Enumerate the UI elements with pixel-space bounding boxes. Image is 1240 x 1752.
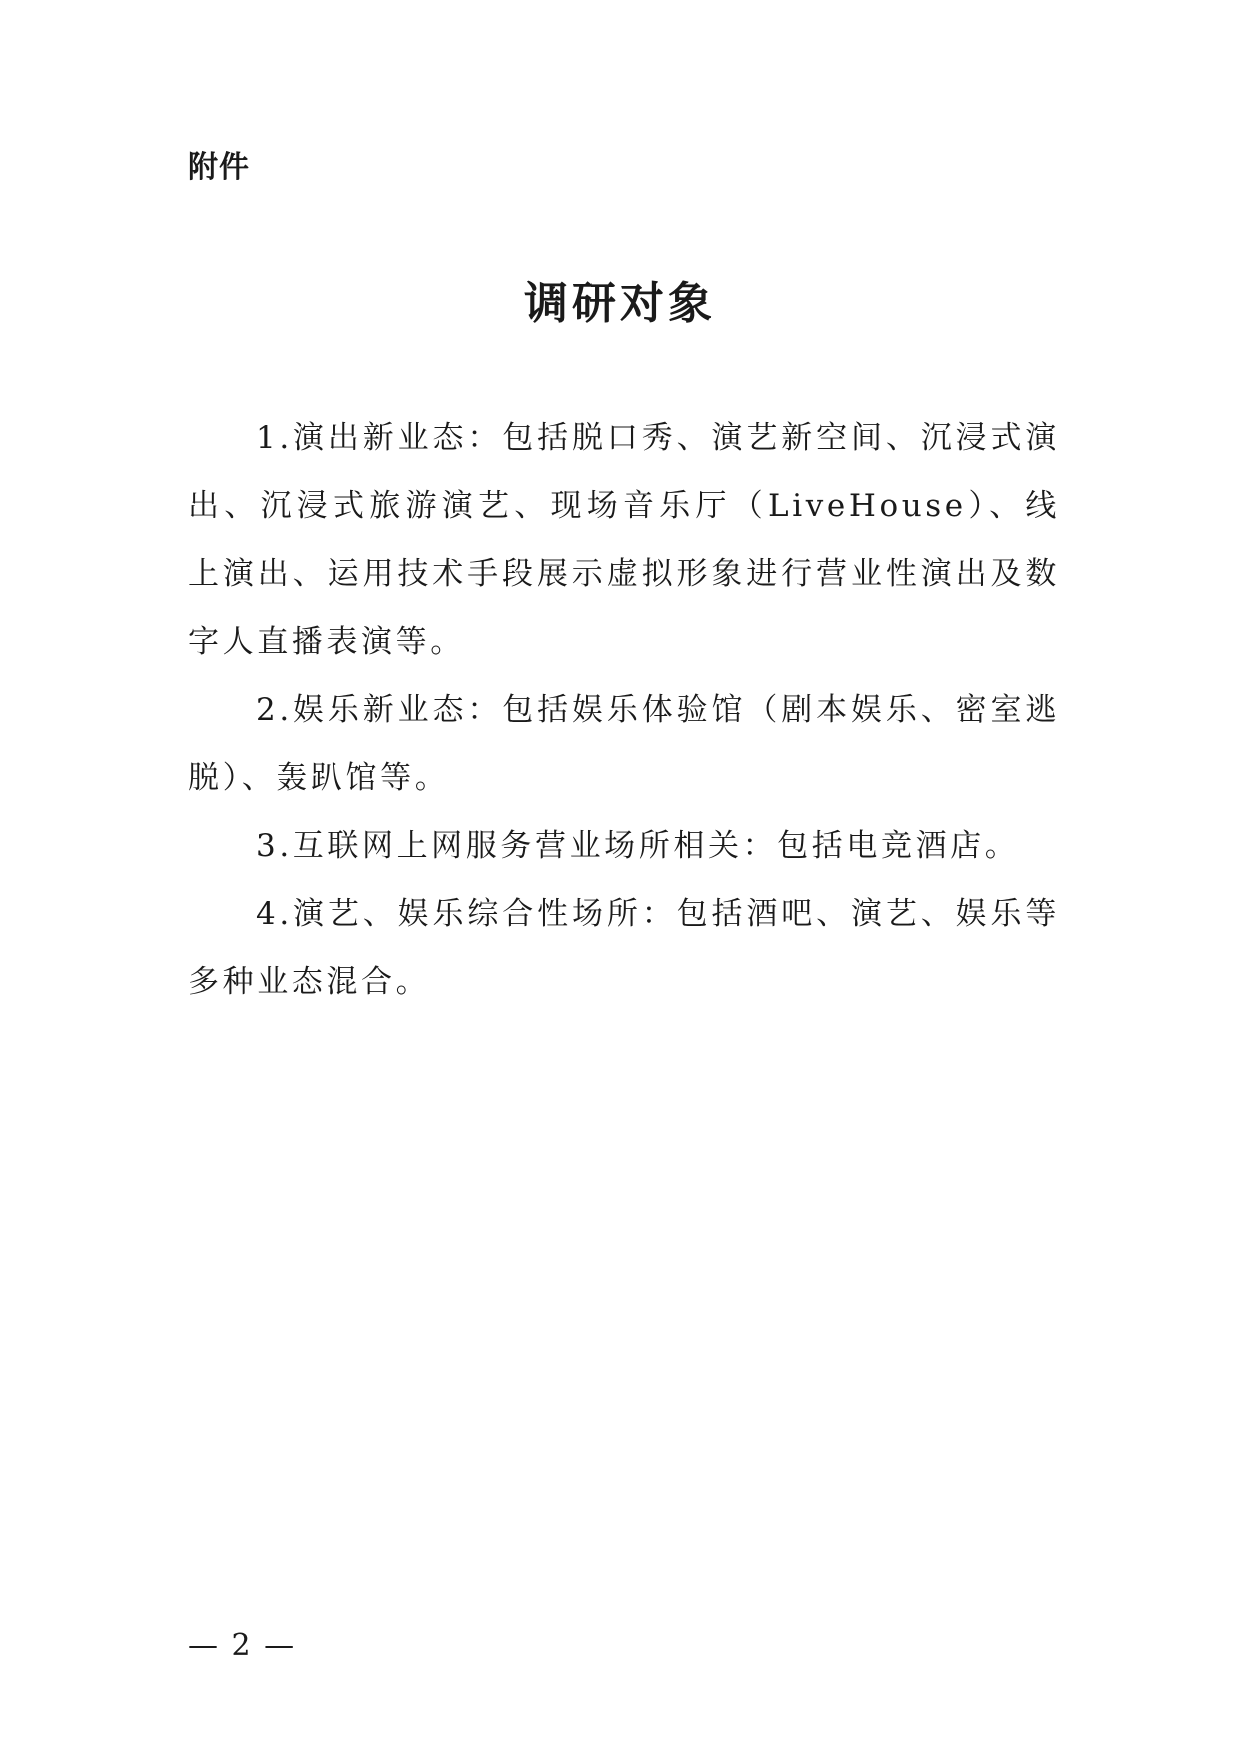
paragraph-1: 1.演出新业态：包括脱口秀、演艺新空间、沉浸式演出、沉浸式旅游演艺、现场音乐厅（LiveHouse）、线上演出、运用技术手段展示虚拟形象进行营业性演出及数字人直播表演等。 [188,420,1060,660]
paragraph-4: 4.演艺、娱乐综合性场所：包括酒吧、演艺、娱乐等多种业态混合。 [188,896,1060,1000]
paragraph-3: 3.互联网上网服务营业场所相关：包括电竞酒店。 [256,828,1020,864]
attachment-label: 附件 [188,150,250,185]
page-number: — 2 — [188,1628,297,1663]
document-title: 调研对象 [524,278,716,329]
paragraph-2: 2.娱乐新业态：包括娱乐体验馆（剧本娱乐、密室逃脱）、轰趴馆等。 [188,692,1060,796]
document-body [188,404,1060,1016]
